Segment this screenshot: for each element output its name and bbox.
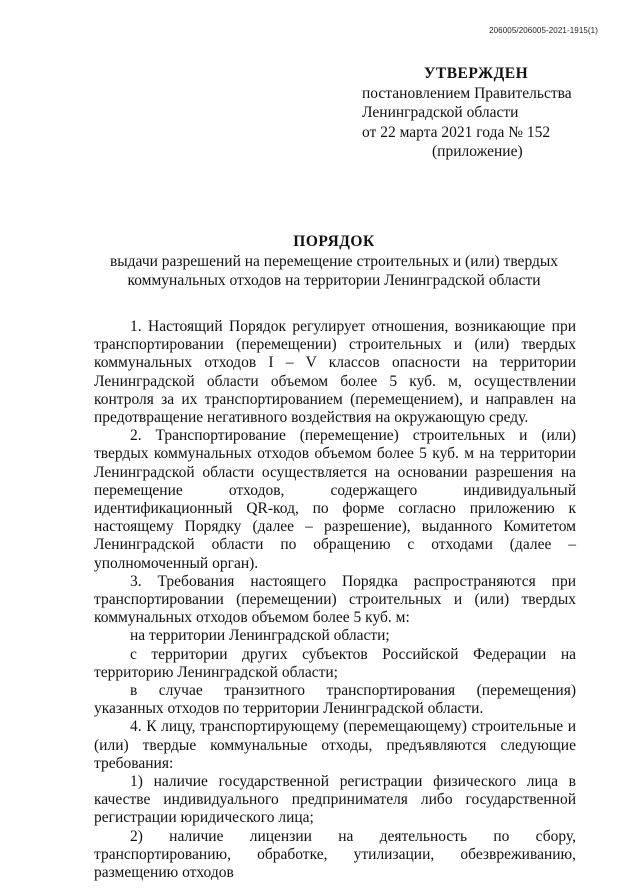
- approved-heading: УТВЕРЖДЕН: [424, 65, 529, 82]
- paragraph-3: 3. Требования настоящего Порядка распространяются при транспортировании (перемещении) строительных и (или) твердых коммунальных отходов объемом более 5 куб. м:: [94, 572, 576, 627]
- document-body: [94, 318, 576, 882]
- paragraph-3-item-3: в случае транзитного транспортирования (перемещения) указанных отходов по территории Ленинградской области.: [94, 682, 576, 718]
- approval-line-3: от 22 марта 2021 года № 152: [362, 123, 551, 141]
- approval-stamp-block: [362, 64, 602, 162]
- paragraph-4-item-2: 2) наличие лицензии на деятельность по сбору, транспортированию, обработке, утилизации, обезвреживанию, размещению отходов: [94, 827, 576, 882]
- paragraph-2: 2. Транспортирование (перемещение) строительных и (или) твердых коммунальных отходов объемом более 5 куб. м на территории Ленинградской области осуществляется на основании разрешения на перемещение отходов, содержащего индивидуальный идентификационный QR-код, по форме согласно приложению к настоящему Порядку (далее – разрешение), выданного Комитетом Ленинградской области по обращению с отходами (далее – уполномоченный орган).: [94, 427, 576, 572]
- approval-line-2: Ленинградской области: [362, 104, 519, 121]
- paragraph-3-item-2: с территории других субъектов Российской Федерации на территорию Ленинградской области;: [94, 645, 576, 681]
- document-subtitle-line-2: коммунальных отходов на территории Ленинградской области: [127, 272, 541, 289]
- document-subtitle-line-1: выдачи разрешений на перемещение строительных и (или) твердых: [109, 253, 559, 270]
- document-title: ПОРЯДОК: [293, 233, 375, 250]
- approval-appendix-note: (приложение): [432, 143, 523, 160]
- paragraph-3-item-1: на территории Ленинградской области;: [130, 627, 390, 645]
- paragraph-4: 4. К лицу, транспортирующему (перемещающему) строительные и (или) твердые коммунальные отходы, предъявляются следующие требования:: [94, 718, 576, 772]
- paragraph-1: 1. Настоящий Порядок регулирует отношения, возникающие при транспортировании (перемещении) строительных и (или) твердых коммунальных отходов I – V классов опасности на территории Ленинградской области объемом более 5 куб. м, осуществлении контроля за их транспортированием (перемещением), и направлен на предотвращение негативного воздействия на окружающую среду.: [94, 318, 576, 427]
- document-title-block: [84, 232, 584, 290]
- document-registration-number: 206005/206005-2021-1915(1): [489, 26, 598, 35]
- paragraph-4-item-1: 1) наличие государственной регистрации физического лица в качестве индивидуального предпринимателя либо государственной регистрации юридического лица;: [94, 773, 576, 827]
- approval-line-1: постановлением Правительства: [362, 84, 572, 102]
